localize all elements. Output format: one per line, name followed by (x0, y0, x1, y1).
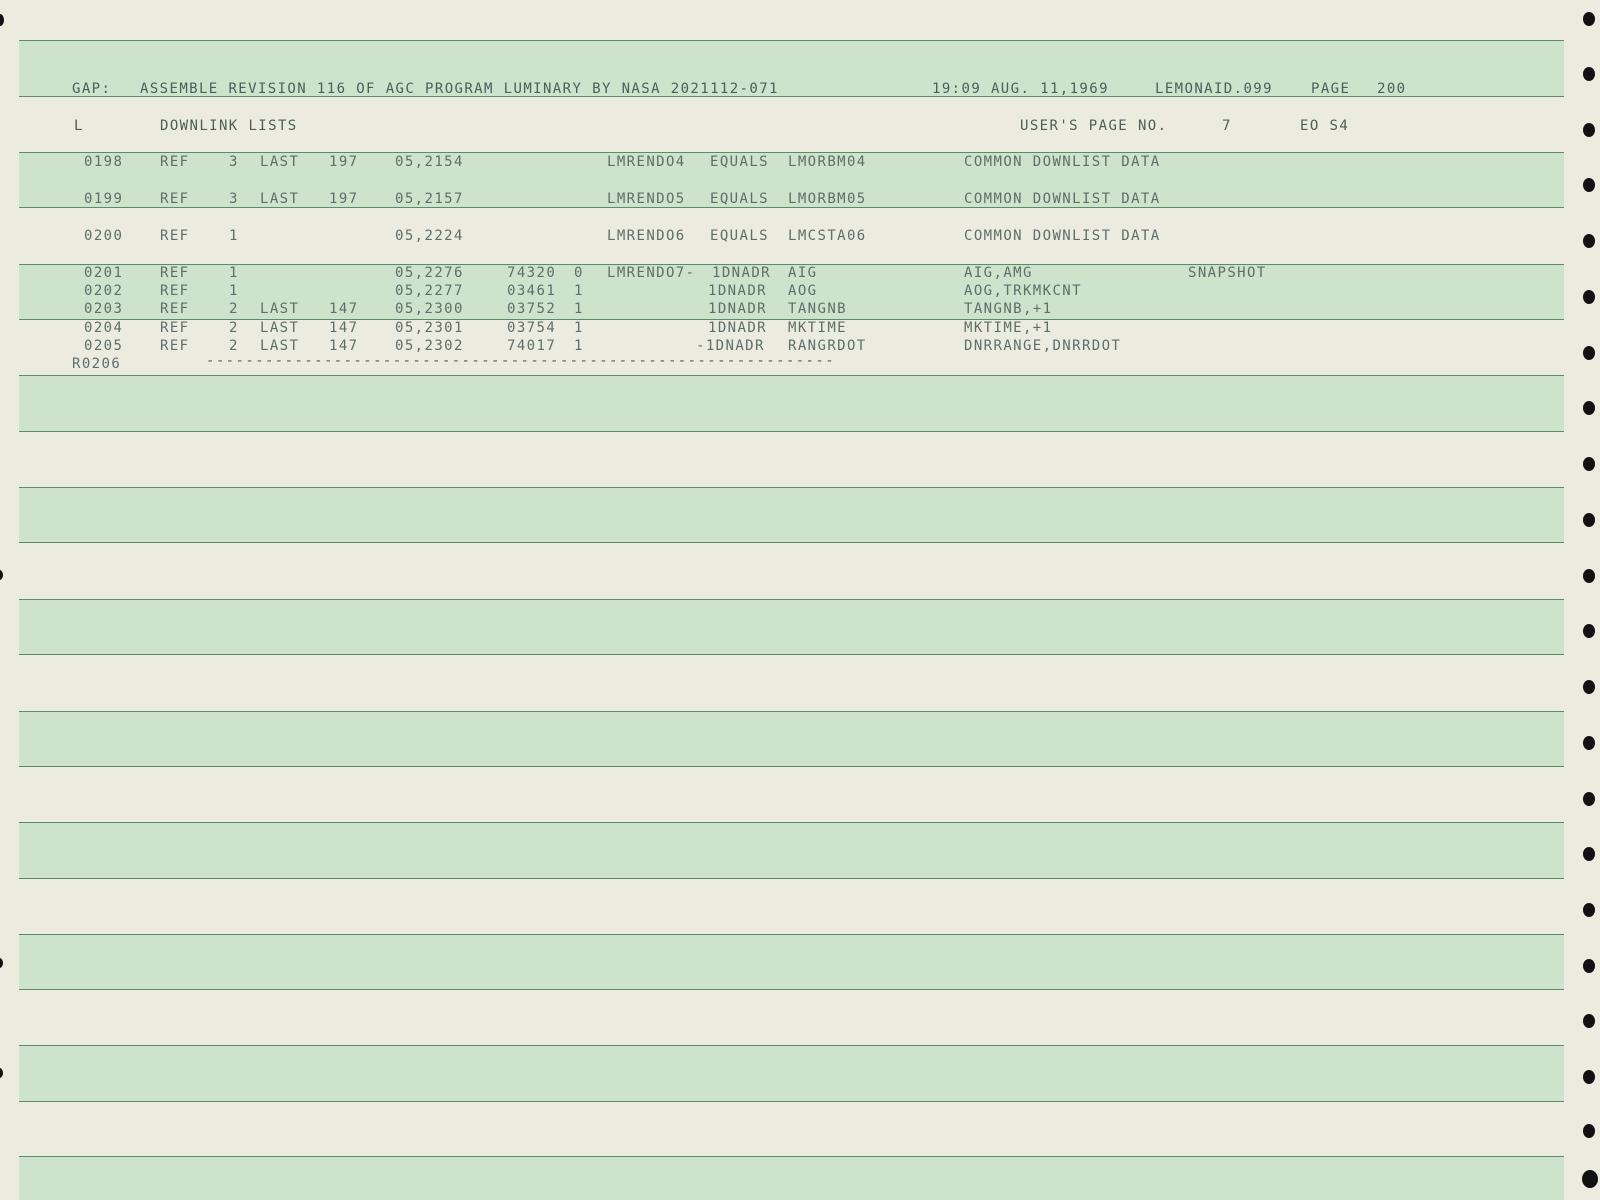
green-band (19, 822, 1564, 879)
ref-count: 2 (229, 338, 239, 354)
green-band (19, 375, 1564, 432)
word-value: 03752 (507, 301, 557, 317)
last-ref: 147 (329, 320, 359, 336)
last-label: LAST (260, 338, 300, 354)
operand: MKTIME (788, 320, 847, 336)
ref-count: 3 (229, 191, 239, 207)
feed-hole-icon (1583, 624, 1595, 638)
address: 05,2277 (395, 283, 464, 299)
ref-count: 1 (229, 265, 239, 281)
operand: TANGNB (788, 301, 847, 317)
feed-hole-icon (1583, 1014, 1595, 1028)
parity-flag: 1 (574, 283, 584, 299)
end-dashed-rule: ---------------------------------------------------------------- (206, 353, 836, 369)
word-value: 74320 (507, 265, 557, 281)
header-page-number: 200 (1377, 81, 1407, 97)
address: 05,2300 (395, 301, 464, 317)
feed-hole-icon (1583, 178, 1595, 192)
last-ref: 147 (329, 338, 359, 354)
feed-hole-icon (1583, 234, 1595, 248)
operand: RANGRDOT (788, 338, 867, 354)
snapshot-note: SNAPSHOT (1188, 265, 1267, 281)
parity-flag: 1 (574, 301, 584, 317)
opcode: EQUALS (710, 191, 769, 207)
feed-hole-icon (1583, 67, 1595, 81)
line-number: 0199 (84, 191, 124, 207)
feed-hole-icon (1583, 959, 1595, 973)
line-number: 0198 (84, 154, 124, 170)
green-band (19, 599, 1564, 655)
users-page-label: USER'S PAGE NO. (1020, 118, 1168, 134)
green-band (19, 487, 1564, 543)
line-number: 0205 (84, 338, 124, 354)
feed-hole-icon (1583, 457, 1595, 471)
opcode: -1DNADR (696, 338, 765, 354)
comment: DNRRANGE,DNRRDOT (964, 338, 1122, 354)
users-page-number: 7 (1222, 118, 1232, 134)
ref-count: 3 (229, 154, 239, 170)
comment: MKTIME,+1 (964, 320, 1053, 336)
address: 05,2154 (395, 154, 464, 170)
address: 05,2276 (395, 265, 464, 281)
operand: LMCSTA06 (788, 228, 867, 244)
header-page-label: PAGE (1311, 81, 1351, 97)
address: 05,2157 (395, 191, 464, 207)
feed-hole-icon (1583, 903, 1595, 917)
feed-hole-icon (1583, 123, 1595, 137)
feed-hole-icon (0, 14, 4, 26)
last-ref: 147 (329, 301, 359, 317)
comment: TANGNB,+1 (964, 301, 1053, 317)
line-number: 0202 (84, 283, 124, 299)
comment: AOG,TRKMKCNT (964, 283, 1082, 299)
last-label: LAST (260, 301, 300, 317)
last-label: LAST (260, 154, 300, 170)
comment: COMMON DOWNLIST DATA (964, 191, 1161, 207)
ref-count: 2 (229, 301, 239, 317)
comment: AIG,AMG (964, 265, 1033, 281)
feed-hole-icon (1583, 736, 1595, 750)
last-ref: 197 (329, 154, 359, 170)
feed-hole-icon (1583, 680, 1595, 694)
feed-hole-icon (1583, 12, 1595, 26)
address: 05,2302 (395, 338, 464, 354)
green-band (19, 1156, 1564, 1200)
ref-keyword: REF (160, 320, 190, 336)
log-code: L (74, 118, 84, 134)
ref-keyword: REF (160, 301, 190, 317)
tractor-feed-holes-left (0, 0, 8, 1200)
feed-hole-icon (1583, 290, 1595, 304)
end-line-number: R0206 (72, 356, 122, 372)
opcode: EQUALS (710, 154, 769, 170)
ref-keyword: REF (160, 228, 190, 244)
feed-hole-icon (1583, 513, 1595, 527)
feed-hole-icon (1583, 792, 1595, 806)
feed-hole-icon (1583, 401, 1595, 415)
opcode: 1DNADR (708, 283, 767, 299)
operand: AIG (788, 265, 818, 281)
symbol: LMRENDO4 (607, 154, 686, 170)
parity-flag: 1 (574, 320, 584, 336)
comment: COMMON DOWNLIST DATA (964, 228, 1161, 244)
ref-count: 2 (229, 320, 239, 336)
ref-keyword: REF (160, 154, 190, 170)
line-number: 0200 (84, 228, 124, 244)
word-value: 74017 (507, 338, 557, 354)
feed-hole-icon (1583, 346, 1595, 360)
address: 05,2224 (395, 228, 464, 244)
line-number: 0201 (84, 265, 124, 281)
ref-keyword: REF (160, 265, 190, 281)
opcode: 1DNADR (708, 301, 767, 317)
line-number: 0204 (84, 320, 124, 336)
green-band (19, 1045, 1564, 1102)
ref-count: 1 (229, 283, 239, 299)
last-label: LAST (260, 320, 300, 336)
green-band (19, 711, 1564, 767)
opcode: 1DNADR (712, 265, 771, 281)
feed-hole-icon (1582, 1170, 1598, 1188)
word-value: 03461 (507, 283, 557, 299)
header-timestamp: 19:09 AUG. 11,1969 (932, 81, 1109, 97)
header-label: GAP: (72, 81, 112, 97)
operand: AOG (788, 283, 818, 299)
parity-flag: 1 (574, 338, 584, 354)
line-number: 0203 (84, 301, 124, 317)
tractor-feed-holes (1570, 0, 1600, 1200)
green-band (19, 934, 1564, 990)
ref-keyword: REF (160, 283, 190, 299)
address: 05,2301 (395, 320, 464, 336)
feed-hole-icon (1583, 1070, 1595, 1084)
parity-flag: 0 (574, 265, 584, 281)
feed-hole-icon (1583, 1124, 1595, 1138)
header-title: ASSEMBLE REVISION 116 OF AGC PROGRAM LUMINARY BY NASA 2021112-071 (140, 81, 779, 97)
opcode: EQUALS (710, 228, 769, 244)
feed-hole-icon (0, 1068, 3, 1078)
last-label: LAST (260, 191, 300, 207)
opcode: 1DNADR (708, 320, 767, 336)
symbol: LMRENDO6 (607, 228, 686, 244)
operand: LMORBM05 (788, 191, 867, 207)
feed-hole-icon (0, 958, 3, 968)
header-file: LEMONAID.099 (1155, 81, 1273, 97)
ref-count: 1 (229, 228, 239, 244)
symbol: LMRENDO7- (607, 265, 696, 281)
operand: LMORBM04 (788, 154, 867, 170)
section-title: DOWNLINK LISTS (160, 118, 298, 134)
feed-hole-icon (0, 570, 3, 580)
last-ref: 197 (329, 191, 359, 207)
feed-hole-icon (1583, 569, 1595, 583)
symbol: LMRENDO5 (607, 191, 686, 207)
ref-keyword: REF (160, 191, 190, 207)
ref-keyword: REF (160, 338, 190, 354)
feed-hole-icon (1583, 847, 1595, 861)
word-value: 03754 (507, 320, 557, 336)
comment: COMMON DOWNLIST DATA (964, 154, 1161, 170)
eo-code: EO S4 (1300, 118, 1350, 134)
